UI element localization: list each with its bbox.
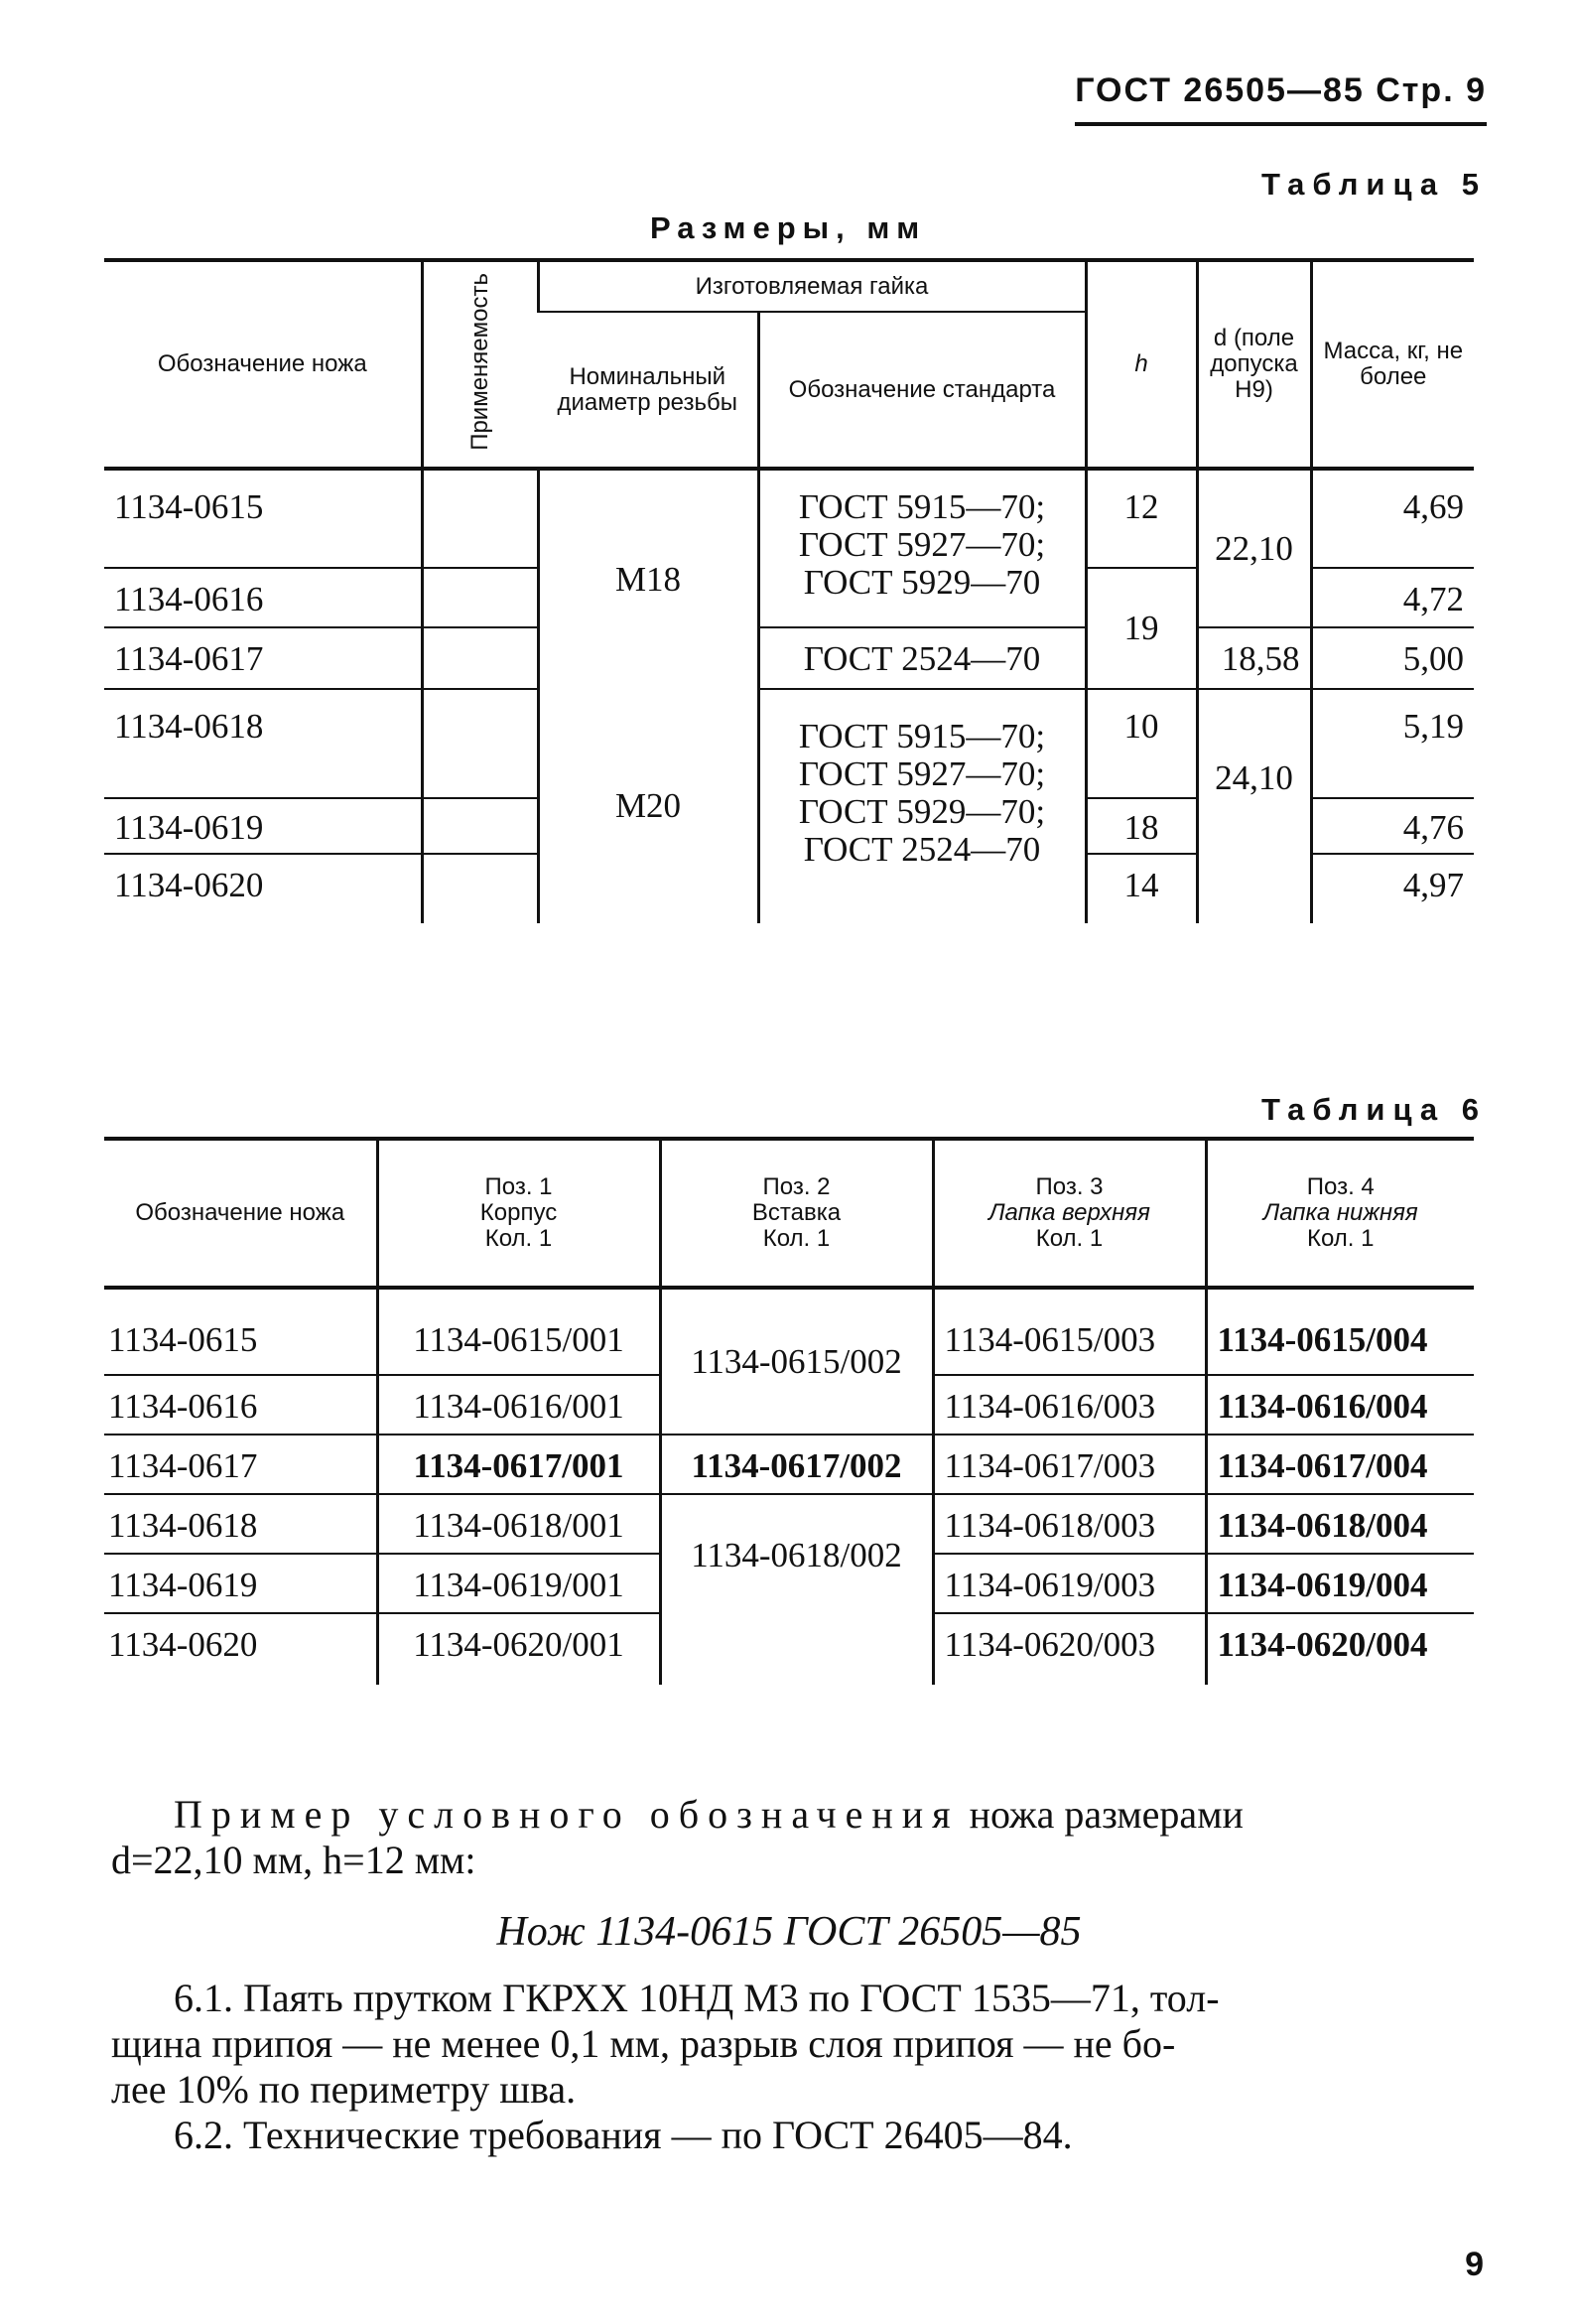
t5-mass: 4,69 — [1311, 469, 1474, 568]
t5-h: 14 — [1086, 854, 1197, 923]
th-pos3: Поз. 3 Лапка верхняя Кол. 1 — [933, 1139, 1206, 1288]
t5-d-3: 24,10 — [1197, 689, 1311, 923]
t6-pos4: 1134-0615/004 — [1206, 1288, 1474, 1375]
th-pos2: Поз. 2 Вставка Кол. 1 — [660, 1139, 933, 1288]
t5-h: 18 — [1086, 798, 1197, 854]
th-d: d (поле допуска H9) — [1197, 260, 1311, 469]
t5-designation: 1134-0618 — [104, 689, 422, 798]
t5-applicability — [422, 568, 538, 627]
t6-pos1: 1134-0618/001 — [377, 1494, 660, 1554]
t5-mass: 4,72 — [1311, 568, 1474, 627]
t5-h: 12 — [1086, 469, 1197, 568]
t6-pos4: 1134-0619/004 — [1206, 1554, 1474, 1613]
example-intro: Пример условного обозначения ножа размерами — [174, 1792, 1244, 1837]
t5-mass: 4,97 — [1311, 854, 1474, 923]
t6-designation: 1134-0615 — [104, 1288, 377, 1375]
table5-units: Размеры, мм — [650, 210, 927, 245]
t6-pos4: 1134-0616/004 — [1206, 1375, 1474, 1435]
t5-thread-m18: M18 — [538, 469, 758, 689]
table5 — [104, 258, 1474, 923]
t5-applicability — [422, 798, 538, 854]
t5-designation: 1134-0619 — [104, 798, 422, 854]
page-number: 9 — [1465, 2246, 1484, 2283]
t6-pos1: 1134-0617/001 — [377, 1435, 660, 1494]
t5-applicability — [422, 627, 538, 689]
t6-pos3: 1134-0615/003 — [933, 1288, 1206, 1375]
t5-designation: 1134-0620 — [114, 866, 264, 904]
th-applicability: Применяемость — [422, 260, 538, 469]
t6-pos1: 1134-0615/001 — [377, 1288, 660, 1375]
t6-pos4: 1134-0618/004 — [1206, 1494, 1474, 1554]
th-nut-group: Изготовляемая гайка — [538, 260, 1086, 312]
t6-pos2: 1134-0617/002 — [660, 1435, 933, 1494]
t6-pos3: 1134-0616/003 — [933, 1375, 1206, 1435]
th-nominal-diameter: Номинальный диаметр резьбы — [557, 362, 737, 416]
t6-pos3: 1134-0618/003 — [933, 1494, 1206, 1554]
t5-mass: 5,00 — [1311, 627, 1474, 689]
paragraph-6-1-line1: 6.1. Паять прутком ГКРХХ 10НД М3 по ГОСТ 1535—71, тол- — [174, 1976, 1220, 2020]
th-mass: Масса, кг, не более — [1311, 260, 1474, 469]
t5-d-2: 18,58 — [1197, 627, 1311, 689]
t5-mass: 5,19 — [1311, 689, 1474, 798]
t5-mass: 4,76 — [1311, 798, 1474, 854]
paragraph-6-1-line3: лее 10% по периметру шва. — [111, 2067, 577, 2112]
t5-applicability — [422, 854, 538, 923]
th-designation: Обозначение ножа — [104, 1139, 377, 1288]
t6-pos1: 1134-0616/001 — [377, 1375, 660, 1435]
th-standard: Обозначение стандарта — [758, 312, 1086, 469]
t5-h: 10 — [1086, 689, 1197, 798]
t6-pos3: 1134-0619/003 — [933, 1554, 1206, 1613]
t5-designation: 1134-0615 — [104, 469, 422, 568]
t6-designation: 1134-0620 — [108, 1625, 258, 1664]
t6-designation: 1134-0618 — [104, 1494, 377, 1554]
t5-designation: 1134-0617 — [104, 627, 422, 689]
example-designation: Нож 1134-0615 ГОСТ 26505—85 — [496, 1909, 1082, 1955]
paragraph-6-2: 6.2. Технические требования — по ГОСТ 26405—84. — [174, 2113, 1073, 2157]
table5-caption: Таблица 5 — [1260, 167, 1487, 202]
t6-pos1: 1134-0620/001 — [377, 1613, 660, 1685]
t6-pos2: 1134-0615/002 — [660, 1288, 933, 1435]
th-pos1: Поз. 1 Корпус Кол. 1 — [377, 1139, 660, 1288]
t6-pos4: 1134-0617/004 — [1206, 1435, 1474, 1494]
t5-standard-group1: ГОСТ 5915—70; ГОСТ 5927—70; ГОСТ 5929—70 — [758, 469, 1086, 627]
t6-pos2: 1134-0618/002 — [660, 1494, 933, 1685]
t6-pos4: 1134-0620/004 — [1206, 1613, 1474, 1685]
t6-designation: 1134-0619 — [104, 1554, 377, 1613]
t5-standard-group3: ГОСТ 5915—70; ГОСТ 5927—70; ГОСТ 5929—70; ГОСТ 2524—70 — [758, 689, 1086, 923]
example-dimensions: d=22,10 мм, h=12 мм: — [111, 1838, 476, 1882]
t5-thread-m20: M20 — [538, 689, 758, 923]
table6-caption: Таблица 6 — [1260, 1092, 1487, 1127]
t5-h-19: 19 — [1086, 568, 1197, 689]
table6 — [104, 1137, 1474, 1685]
paragraph-6-1-line2: щина припоя — не менее 0,1 мм, разрыв слоя припоя — не бо- — [111, 2021, 1176, 2066]
t5-applicability — [422, 689, 538, 798]
t5-designation: 1134-0616 — [104, 568, 422, 627]
t5-d-1: 22,10 — [1197, 469, 1311, 627]
t6-pos1: 1134-0619/001 — [377, 1554, 660, 1613]
th-designation: Обозначение ножа — [104, 260, 422, 469]
th-h: h — [1086, 260, 1197, 469]
running-head: ГОСТ 26505—85 Стр. 9 — [1075, 71, 1487, 126]
t6-pos3: 1134-0620/003 — [933, 1613, 1206, 1685]
t6-designation: 1134-0617 — [104, 1435, 377, 1494]
th-pos4: Поз. 4 Лапка нижняя Кол. 1 — [1206, 1139, 1474, 1288]
t6-designation: 1134-0616 — [104, 1375, 377, 1435]
t6-pos3: 1134-0617/003 — [933, 1435, 1206, 1494]
t5-applicability — [422, 469, 538, 568]
t5-standard-group2: ГОСТ 2524—70 — [758, 627, 1086, 689]
